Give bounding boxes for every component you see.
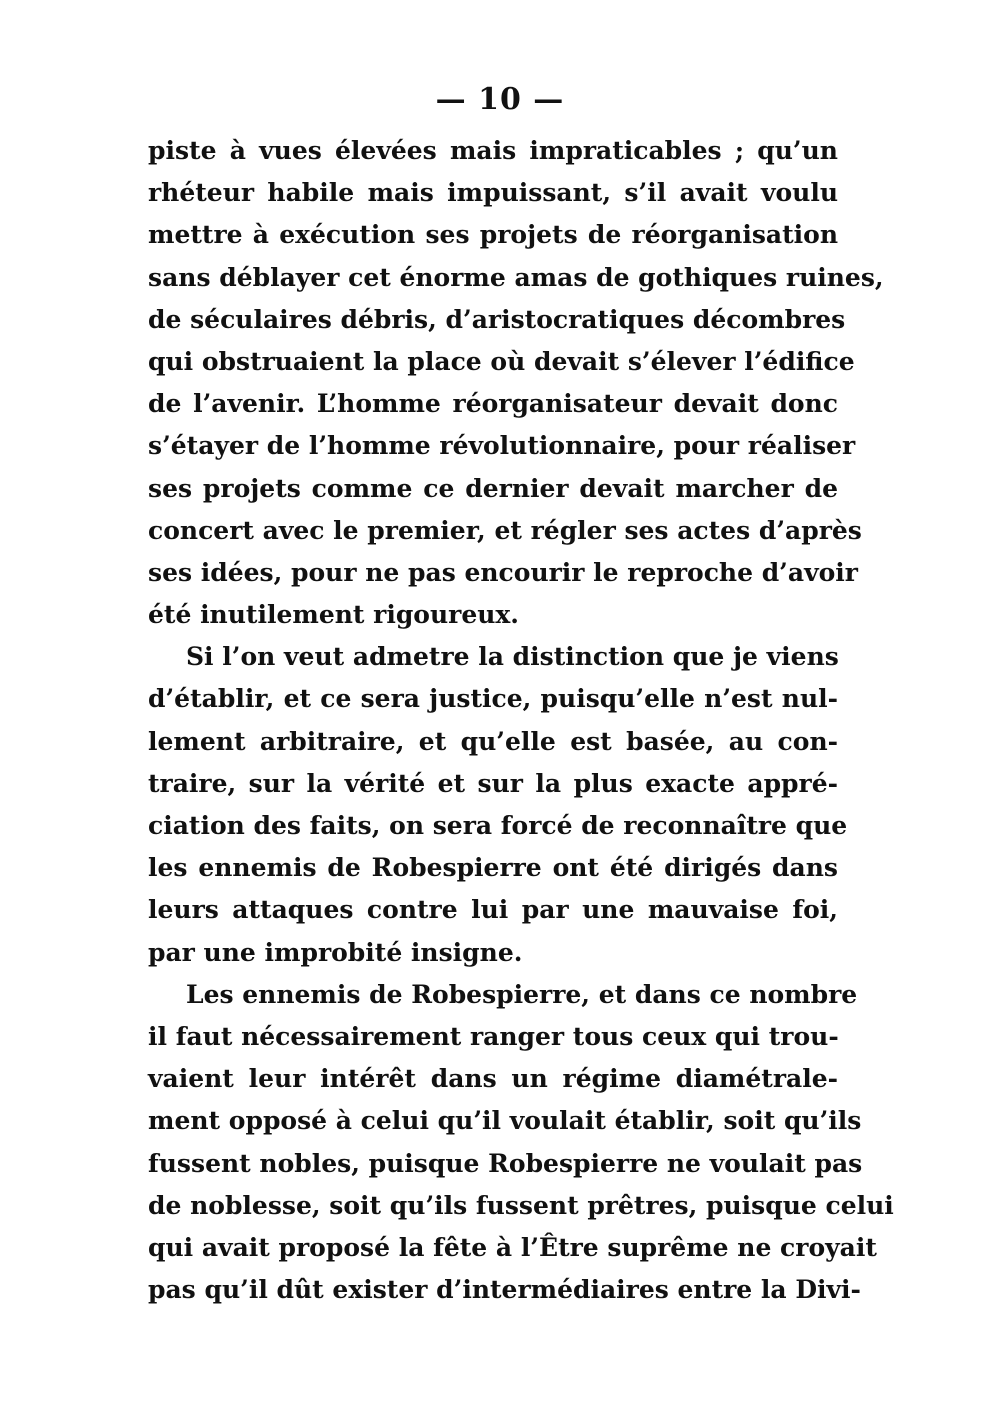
text-line: vaient leur intérêt dans un régime diamétrale- bbox=[148, 1064, 838, 1094]
text-line: ciation des faits, on sera forcé de reconnaître que bbox=[148, 811, 848, 840]
text-line: sans déblayer cet énorme amas de gothiques ruines, bbox=[148, 262, 884, 292]
text-line: il faut nécessairement ranger tous ceux qui trou- bbox=[148, 1021, 839, 1051]
paragraph bbox=[148, 636, 848, 974]
text-line: ses projets comme ce dernier devait marcher de bbox=[148, 473, 838, 503]
text-line: piste à vues élevées mais impraticables ; qu’un bbox=[148, 136, 838, 165]
text-line: par une improbité insigne. bbox=[148, 937, 523, 967]
text-line: Les ennemis de Robespierre, et dans ce nombre bbox=[186, 979, 858, 1009]
text-line: de l’avenir. L’homme réorganisateur devait donc bbox=[148, 389, 838, 419]
text-line: d’établir, et ce sera justice, puisqu’elle n’est nul- bbox=[148, 684, 838, 714]
body-text bbox=[148, 130, 894, 1311]
text-line: fussent nobles, puisque Robespierre ne voulait pas bbox=[148, 1148, 863, 1178]
text-line: qui obstruaient la place où devait s’élever l’édifice bbox=[148, 346, 855, 376]
text-line: qui avait proposé la fête à l’Être suprême ne croyait bbox=[148, 1232, 877, 1262]
text-line: de séculaires débris, d’aristocratiques décombres bbox=[148, 304, 846, 334]
text-line: de noblesse, soit qu’ils fussent prêtres, puisque celui bbox=[148, 1190, 894, 1220]
paragraph bbox=[148, 130, 884, 636]
text-line: été inutilement rigoureux. bbox=[148, 600, 520, 630]
text-line: pas qu’il dût exister d’intermédiaires entre la Divi- bbox=[148, 1275, 861, 1305]
text-line: mettre à exécution ses projets de réorganisation bbox=[148, 220, 838, 250]
text-line: leurs attaques contre lui par une mauvaise foi, bbox=[148, 895, 838, 925]
text-line: Si l’on veut admetre la distinction que je viens bbox=[186, 642, 839, 672]
text-line: ment opposé à celui qu’il voulait établir, soit qu’ils bbox=[148, 1106, 862, 1136]
text-line: les ennemis de Robespierre ont été dirigés dans bbox=[148, 853, 838, 883]
text-line: rhéteur habile mais impuissant, s’il avait voulu bbox=[148, 178, 838, 208]
text-line: ses idées, pour ne pas encourir le reproche d’avoir bbox=[148, 557, 858, 587]
text-line: concert avec le premier, et régler ses actes d’après bbox=[148, 515, 862, 545]
text-line: traire, sur la vérité et sur la plus exacte appré- bbox=[148, 768, 838, 798]
text-line: s’étayer de l’homme révolutionnaire, pour réaliser bbox=[148, 431, 856, 461]
text-line: lement arbitraire, et qu’elle est basée, au con- bbox=[148, 726, 838, 756]
page-number: — 10 — bbox=[435, 82, 565, 117]
paragraph bbox=[148, 974, 894, 1312]
